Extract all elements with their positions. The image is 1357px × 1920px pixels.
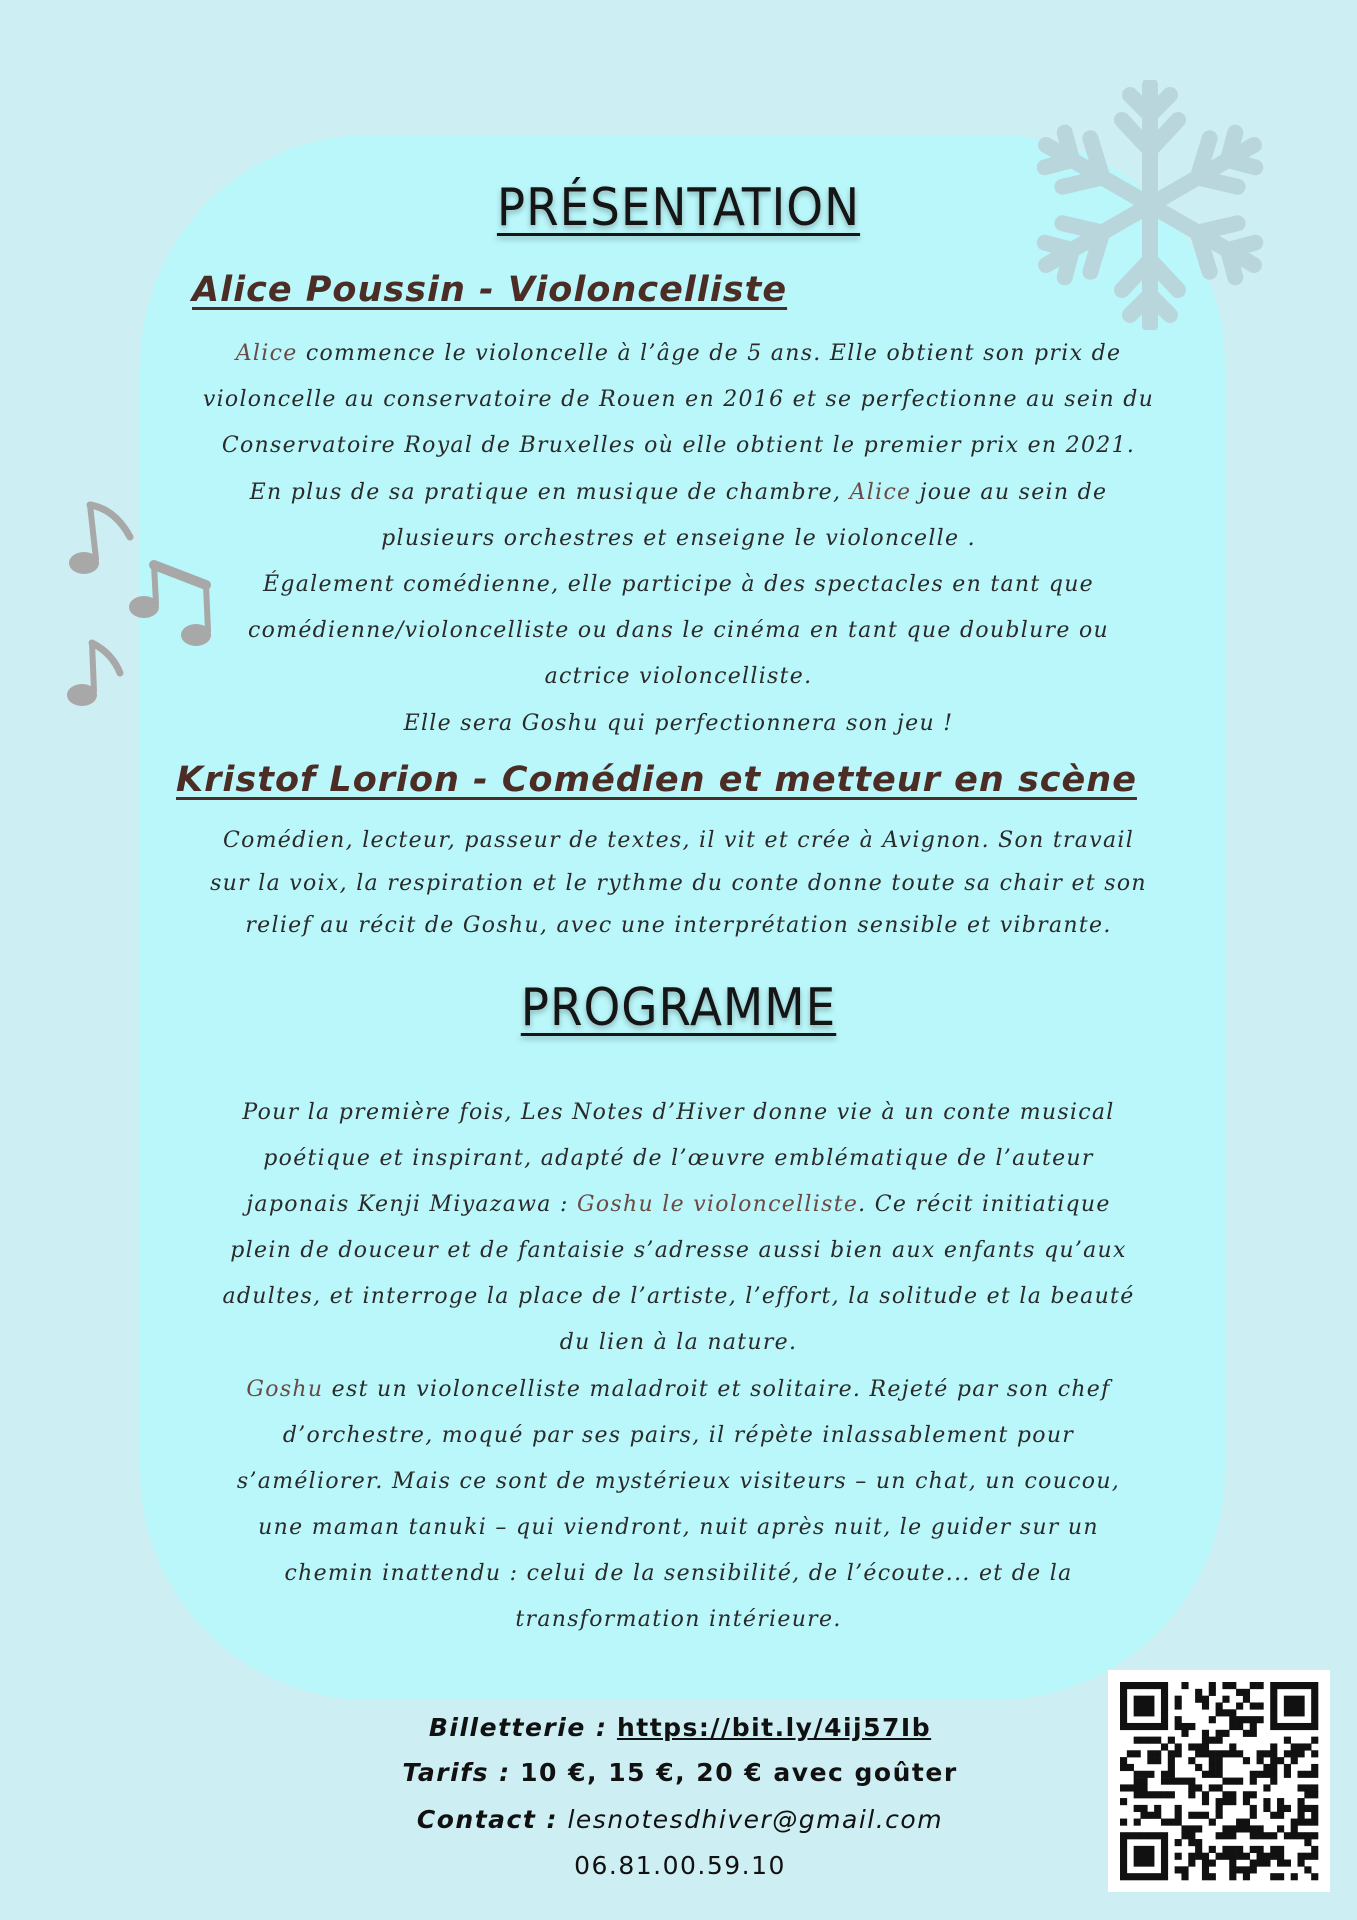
- text-line: [0, 820, 1357, 863]
- highlighted-name: Goshu le violoncelliste: [577, 1192, 859, 1218]
- text-segment: Elle sera Goshu qui perfectionnera son jeu !: [403, 710, 954, 736]
- contact-email[interactable]: lesnotesdhiver@gmail.com: [567, 1805, 944, 1834]
- text-line: [0, 1228, 1357, 1274]
- text-segment: En plus de sa pratique en musique de chambre,: [249, 479, 850, 505]
- text-line: [0, 905, 1357, 948]
- highlighted-name: Goshu: [246, 1376, 324, 1402]
- text-line: [0, 423, 1357, 469]
- text-line: [0, 1459, 1357, 1505]
- text-segment: s’améliorer. Mais ce sont de mystérieux visiteurs – un chat, un coucou,: [236, 1468, 1121, 1494]
- kristof-bio: [0, 820, 1357, 948]
- text-line: [0, 1551, 1357, 1597]
- text-line: [0, 1182, 1357, 1228]
- text-line: [0, 377, 1357, 423]
- text-line: [0, 1505, 1357, 1551]
- text-line: [0, 470, 1357, 516]
- text-segment: du lien à la nature.: [559, 1330, 798, 1356]
- text-segment: comédienne/violoncelliste ou dans le cinéma en tant que doublure ou: [248, 618, 1109, 644]
- text-segment: relief au récit de Goshu, avec une interprétation sensible et vibrante.: [245, 913, 1112, 938]
- contact-line: [330, 1805, 1030, 1834]
- text-line: [0, 701, 1357, 747]
- text-line: [0, 1274, 1357, 1320]
- text-segment: une maman tanuki – qui viendront, nuit après nuit, le guider sur un: [258, 1514, 1099, 1540]
- text-line: [0, 863, 1357, 906]
- text-segment: transformation intérieure.: [515, 1607, 842, 1633]
- text-line: [0, 1367, 1357, 1413]
- text-segment: Également comédienne, elle participe à des spectacles en tant que: [262, 572, 1095, 598]
- alice-heading: Alice Poussin - Violoncelliste: [192, 270, 788, 310]
- phone-number: 06.81.00.59.10: [574, 1851, 786, 1880]
- highlighted-name: Alice: [235, 341, 298, 366]
- alice-bio: [0, 331, 1357, 747]
- text-segment: Conservatoire Royal de Bruxelles où elle obtient le premier prix en 2021.: [221, 433, 1136, 459]
- presentation-title: PRÉSENTATION: [496, 178, 861, 238]
- text-segment: Pour la première fois, Les Notes d’Hiver donne vie à un conte musical: [242, 1100, 1115, 1125]
- text-segment: adultes, et interroge la place de l’artiste, l’effort, la solitude et la beauté: [222, 1284, 1135, 1310]
- text-segment: commence le violoncelle à l’âge de 5 ans. Elle obtient son prix de: [297, 341, 1122, 366]
- text-segment: chemin inattendu : celui de la sensibilité, de l’écoute... et de la: [284, 1560, 1073, 1586]
- text-segment: d’orchestre, moqué par ses pairs, il répète inlassablement pour: [282, 1422, 1075, 1448]
- text-line: [0, 654, 1357, 700]
- kristof-heading: Kristof Lorion - Comédien et metteur en scène: [176, 760, 1137, 800]
- text-segment: poétique et inspirant, adapté de l’œuvre emblématique de l’auteur: [263, 1146, 1094, 1172]
- text-segment: est un violoncelliste maladroit et solitaire. Rejeté par son chef: [323, 1376, 1111, 1402]
- text-line: [0, 562, 1357, 608]
- qr-code[interactable]: [1108, 1670, 1330, 1892]
- text-line: [0, 1320, 1357, 1366]
- programme-title: PROGRAMME: [520, 978, 837, 1038]
- text-segment: plein de douceur et de fantaisie s’adresse aussi bien aux enfants qu’aux: [230, 1238, 1127, 1264]
- text-segment: sur la voix, la respiration et le rythme du conte donne toute sa chair et son: [210, 870, 1147, 896]
- text-segment: violoncelle au conservatoire de Rouen en 2016 et se perfectionne au sein du: [202, 387, 1155, 413]
- text-line: [0, 1136, 1357, 1182]
- ticketing-line: [330, 1713, 1030, 1742]
- text-segment: joue au sein de: [911, 479, 1108, 505]
- ticketing-link[interactable]: https://bit.ly/4ij57Ib: [616, 1713, 932, 1742]
- prices-label: Tarifs :: [402, 1758, 511, 1787]
- text-line: [0, 1413, 1357, 1459]
- text-line: [0, 1090, 1357, 1136]
- text-segment: actrice violoncelliste.: [544, 664, 813, 690]
- text-line: [0, 516, 1357, 562]
- ticketing-label: Billetterie :: [428, 1713, 608, 1742]
- text-line: [0, 1597, 1357, 1643]
- prices-value: 10 €, 15 €, 20 € avec goûter: [520, 1758, 958, 1787]
- text-segment: plusieurs orchestres et enseigne le violoncelle .: [381, 525, 976, 551]
- programme-text: [0, 1090, 1357, 1643]
- contact-label: Contact :: [416, 1805, 559, 1834]
- text-segment: . Ce récit initiatique: [858, 1192, 1111, 1218]
- text-line: [0, 331, 1357, 377]
- prices-line: [330, 1758, 1030, 1787]
- text-line: [0, 608, 1357, 654]
- text-segment: japonais Kenji Miyazawa :: [246, 1192, 577, 1218]
- text-segment: Comédien, lecteur, passeur de textes, il vit et crée à Avignon. Son travail: [222, 828, 1135, 853]
- highlighted-name: Alice: [849, 479, 912, 505]
